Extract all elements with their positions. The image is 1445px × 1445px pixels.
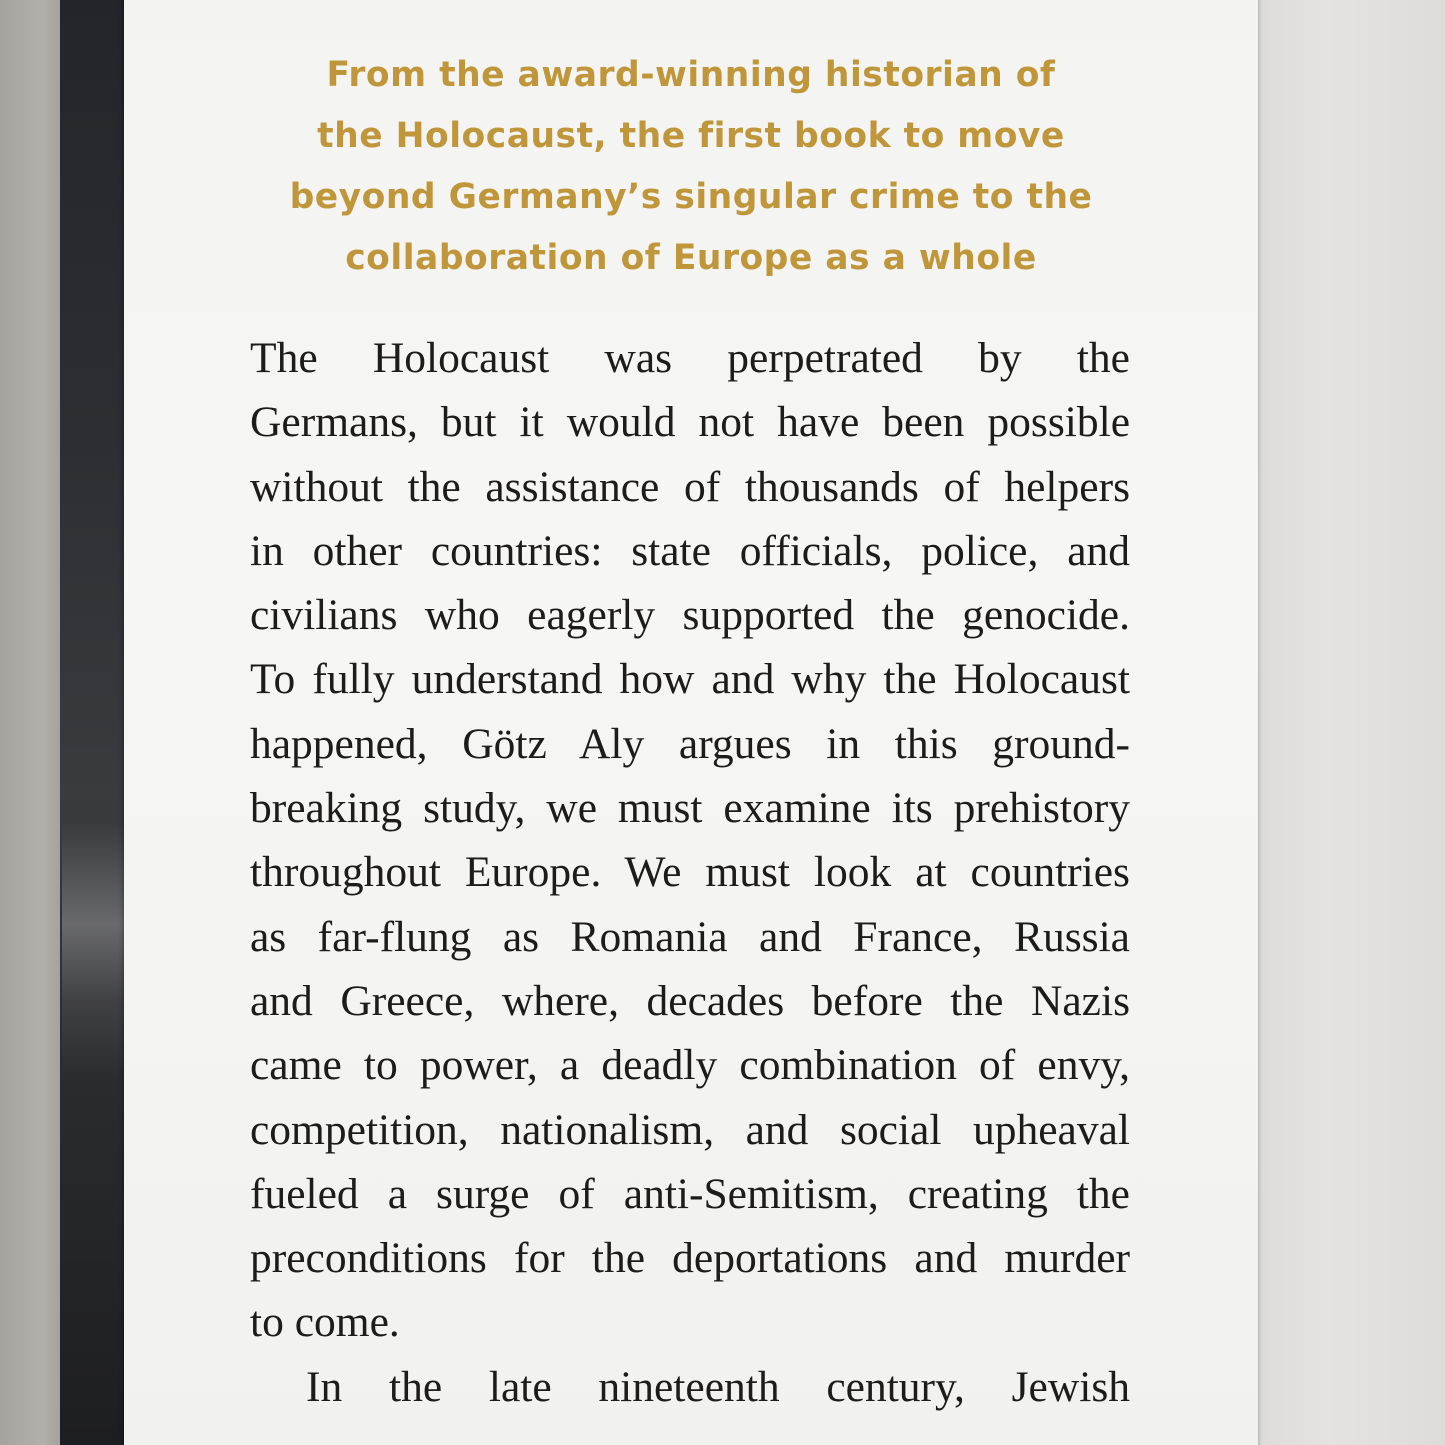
body-line: civilians who eagerly supported the genocide. — [250, 591, 1130, 640]
body-line: In the late nineteenth century, Jewish — [306, 1362, 1130, 1411]
body-line: and Greece, where, decades before the Nazis — [250, 976, 1130, 1025]
body-line: breaking study, we must examine its prehistory — [250, 784, 1130, 833]
body-line: as far-flung as Romania and France, Russia — [250, 912, 1130, 961]
body-line: in other countries: state officials, police, and — [250, 526, 1130, 575]
body-line: competition, nationalism, and social upheaval — [250, 1105, 1130, 1154]
spine-photo-detail — [62, 820, 132, 1080]
body-line: The Holocaust was perpetrated by the — [250, 334, 1130, 382]
flap-copy-body — [250, 326, 1130, 1419]
body-line: came to power, a deadly combination of envy, — [250, 1041, 1130, 1090]
body-line: without the assistance of thousands of helpers — [250, 462, 1130, 511]
tagline-line: the Holocaust, the first book to move — [317, 116, 1065, 156]
body-line: throughout Europe. We must look at countries — [250, 848, 1130, 897]
body-line: To fully understand how and why the Holocaust — [250, 655, 1130, 704]
body-line: happened, Götz Aly argues in this ground- — [250, 719, 1130, 768]
body-line: fueled a surge of anti-Semitism, creating the — [250, 1169, 1130, 1218]
tagline-line: collaboration of Europe as a whole — [345, 238, 1037, 278]
body-line: to come. — [250, 1298, 400, 1347]
tagline — [124, 45, 1258, 289]
tagline-line: beyond Germany’s singular crime to the — [289, 177, 1093, 217]
body-line: Germans, but it would not have been possible — [250, 398, 1130, 447]
background-right — [1250, 0, 1445, 1445]
tagline-line: From the award-winning historian of — [326, 55, 1056, 95]
book-flap-page — [124, 0, 1258, 1445]
body-line: preconditions for the deportations and murder — [250, 1234, 1130, 1283]
